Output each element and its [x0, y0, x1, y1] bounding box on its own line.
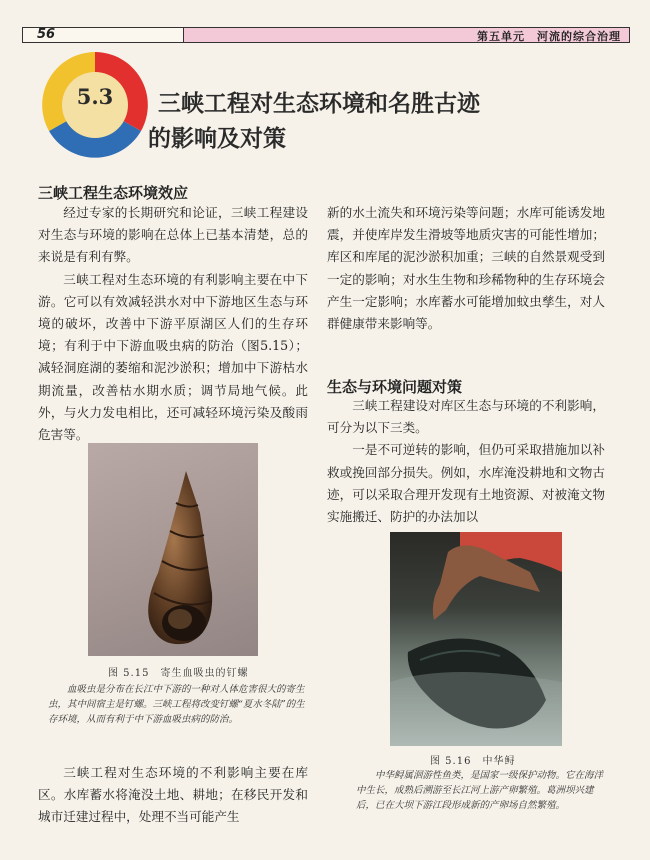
title-line-1: 三峡工程对生态环境和名胜古迹	[158, 90, 480, 117]
left-column-text-bottom	[38, 762, 308, 829]
right-column-text	[327, 202, 605, 335]
figure-caption-paragraph: 血吸虫是分布在长江中下游的一种对人体危害很大的寄生虫，其中间宿主是钉螺。三峡工程将改变钉螺“夏水冬陆”的生存环境，从而有利于中下游血吸虫病的防治。	[48, 684, 305, 725]
figure-caption-text	[48, 682, 308, 727]
right-column-text-2	[327, 395, 605, 528]
paragraph: 一是不可逆转的影响，但仍可采取措施加以补救或挽回部分损失。例如，水库淹没耕地和文物古迹，可以采取合理开发现有土地资源、对被淹文物实施搬迁、防护的办法加以	[327, 442, 605, 525]
paragraph: 三峡工程建设对库区生态与环境的不利影响，可分为以下三类。	[327, 398, 605, 436]
chinese-sturgeon-image	[390, 532, 562, 746]
section-number: 5.3	[76, 84, 114, 109]
title-line-2: 的影响及对策	[148, 125, 286, 152]
left-section-heading: 三峡工程生态环境效应	[38, 184, 189, 202]
figure-caption-text	[356, 768, 612, 813]
page-title	[148, 86, 480, 156]
oncomelania-snail-image	[88, 443, 258, 656]
paragraph: 三峡工程对生态环境的有利影响主要在中下游。它可以有效减轻洪水对中下游地区生态与环境的破坏，改善中下游平原湖区人们的生存环境；有利于中下游血吸虫病的防治（图5.15）；减轻洞庭湖的萎缩和泥沙淤积；增加中下游枯水期流量，改善枯水期水质；调节局地气候。此外，与火力发电相比，还可减轻环境污染及酸雨危害等。	[38, 271, 308, 443]
paragraph: 三峡工程对生态环境的不利影响主要在库区。水库蓄水将淹没土地、耕地；在移民开发和城市迁建过程中，处理不当可能产生	[38, 765, 308, 825]
paragraph: 经过专家的长期研究和论证，三峡工程建设对生态与环境的影响在总体上已基本清楚，总的来说是有利有弊。	[38, 205, 308, 265]
left-column-text	[38, 202, 308, 446]
sturgeon-photo	[390, 532, 562, 746]
figure-caption-paragraph: 中华鲟属洄游性鱼类，是国家一级保护动物。它在海洋中生长，成熟后溯游至长江河上游产卵繁殖。葛洲坝兴建后，已在大坝下游江段形成新的产卵场自然繁殖。	[356, 770, 604, 811]
page-header	[22, 27, 630, 43]
paragraph: 新的水土流失和环境污染等问题；水库可能诱发地震，并使库岸发生滑坡等地质灾害的可能性增加；库区和库尾的泥沙淤积加重；三峡的自然景观受到一定的影响；对水生生物和珍稀物种的生存环境会产生一定影响；水库蓄水可能增加蚊虫孳生，对人群健康带来影响等。	[327, 205, 605, 332]
figure-caption-title: 图 5.15 寄生血吸虫的钉螺	[108, 668, 249, 679]
page-number-box	[23, 28, 184, 42]
unit-title: 第五单元 河流的综合治理	[477, 30, 621, 43]
page-number: 56	[37, 27, 56, 42]
snail-photo	[88, 443, 258, 656]
figure-caption-title: 图 5.16 中华鲟	[430, 756, 516, 767]
right-section-heading: 生态与环境问题对策	[327, 378, 463, 396]
